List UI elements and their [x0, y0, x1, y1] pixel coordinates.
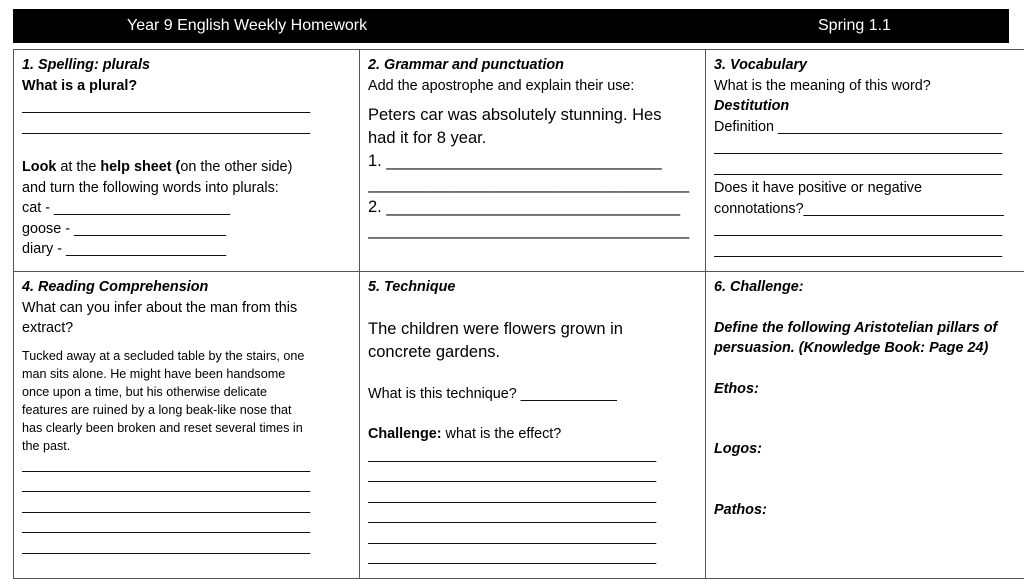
answer-line[interactable]: ____________________________________: [714, 219, 1024, 240]
header-title: Year 9 English Weekly Homework: [127, 17, 367, 35]
technique-sentence: The children were flowers grown in: [368, 318, 699, 341]
grammar-instruction: Add the apostrophe and explain their use:: [368, 76, 699, 97]
grammar-answer-1-cont[interactable]: ___________________________________: [368, 173, 699, 196]
answer-line[interactable]: ____________________________________: [22, 537, 353, 558]
connotation-question: Does it have positive or negative: [714, 178, 1024, 199]
grammar-answer-1[interactable]: 1. ______________________________: [368, 150, 699, 173]
ethos-label[interactable]: Ethos:: [714, 379, 1024, 400]
answer-line[interactable]: ____________________________________: [714, 240, 1024, 261]
instr-look: Look: [22, 159, 56, 175]
reading-box: [14, 272, 360, 579]
instr-rest: on the other side): [180, 159, 292, 175]
answer-line[interactable]: ____________________________________: [368, 527, 699, 548]
vocabulary-heading: 3. Vocabulary: [714, 55, 1024, 76]
technique-box: [360, 272, 706, 579]
answer-line[interactable]: ____________________________________: [368, 486, 699, 507]
extract-line: has clearly been broken and reset several times in: [22, 419, 353, 437]
grammar-heading: 2. Grammar and punctuation: [368, 55, 699, 76]
reading-heading: 4. Reading Comprehension: [22, 277, 353, 298]
extract-line: once upon a time, but his otherwise delicate: [22, 383, 353, 401]
grammar-answer-2-cont[interactable]: ___________________________________: [368, 219, 699, 242]
answer-line[interactable]: ____________________________________: [22, 455, 353, 476]
answer-line[interactable]: ____________________________________: [714, 137, 1024, 158]
extract-line: the past.: [22, 437, 353, 455]
technique-question[interactable]: What is this technique? ____________: [368, 384, 699, 405]
technique-sentence-2: concrete gardens.: [368, 341, 699, 364]
header-term: Spring 1.1: [818, 17, 891, 35]
challenge-heading: 6. Challenge:: [714, 277, 1024, 298]
extract-line: Tucked away at a secluded table by the stairs, one: [22, 347, 353, 365]
spelling-heading: 1. Spelling: plurals: [22, 55, 353, 76]
challenge-text: what is the effect?: [442, 426, 562, 442]
vocabulary-question: What is the meaning of this word?: [714, 76, 1024, 97]
spelling-instruction-2: and turn the following words into plurals:: [22, 178, 353, 199]
logos-label[interactable]: Logos:: [714, 439, 1024, 460]
instr-at-the: at the: [56, 159, 100, 175]
connotation-field[interactable]: connotations?_________________________: [714, 199, 1024, 220]
answer-line[interactable]: ____________________________________: [368, 506, 699, 527]
grammar-box: [360, 50, 706, 272]
vocabulary-box: [706, 50, 1024, 272]
answer-line[interactable]: ____________________________________: [22, 496, 353, 517]
technique-challenge: [368, 424, 699, 445]
page-header: [13, 9, 1009, 43]
plural-word-goose[interactable]: goose - ___________________: [22, 219, 353, 240]
answer-line[interactable]: ____________________________________: [368, 465, 699, 486]
grammar-sentence: Peters car was absolutely stunning. Hes: [368, 104, 699, 127]
answer-line[interactable]: ____________________________________: [22, 117, 353, 138]
challenge-instruction-2: persuasion. (Knowledge Book: Page 24): [714, 338, 1024, 359]
extract-line: features are ruined by a long beak-like nose that: [22, 401, 353, 419]
answer-line[interactable]: ____________________________________: [714, 158, 1024, 179]
challenge-label: Challenge:: [368, 426, 442, 442]
answer-line[interactable]: ____________________________________: [368, 445, 699, 466]
challenge-box: [706, 272, 1024, 579]
plural-word-diary[interactable]: diary - ____________________: [22, 239, 353, 260]
answer-line[interactable]: ____________________________________: [22, 475, 353, 496]
definition-field[interactable]: Definition ____________________________: [714, 117, 1024, 138]
vocabulary-word: Destitution: [714, 96, 1024, 117]
extract-line: man sits alone. He might have been handsome: [22, 365, 353, 383]
spelling-box: [14, 50, 360, 272]
answer-line[interactable]: ____________________________________: [368, 547, 699, 568]
pathos-label[interactable]: Pathos:: [714, 500, 1024, 521]
answer-line[interactable]: ____________________________________: [22, 96, 353, 117]
reading-question-2: extract?: [22, 318, 353, 339]
challenge-instruction: Define the following Aristotelian pillars of: [714, 318, 1024, 339]
spelling-instruction: [22, 157, 353, 178]
grammar-answer-2[interactable]: 2. ________________________________: [368, 196, 699, 219]
spelling-question: What is a plural?: [22, 76, 353, 97]
plural-word-cat[interactable]: cat - ______________________: [22, 198, 353, 219]
homework-grid: [13, 49, 1024, 579]
reading-question: What can you infer about the man from this: [22, 298, 353, 319]
technique-heading: 5. Technique: [368, 277, 699, 298]
answer-line[interactable]: ____________________________________: [22, 516, 353, 537]
grammar-sentence-2: had it for 8 year.: [368, 127, 699, 150]
instr-help-sheet: help sheet (: [100, 159, 180, 175]
